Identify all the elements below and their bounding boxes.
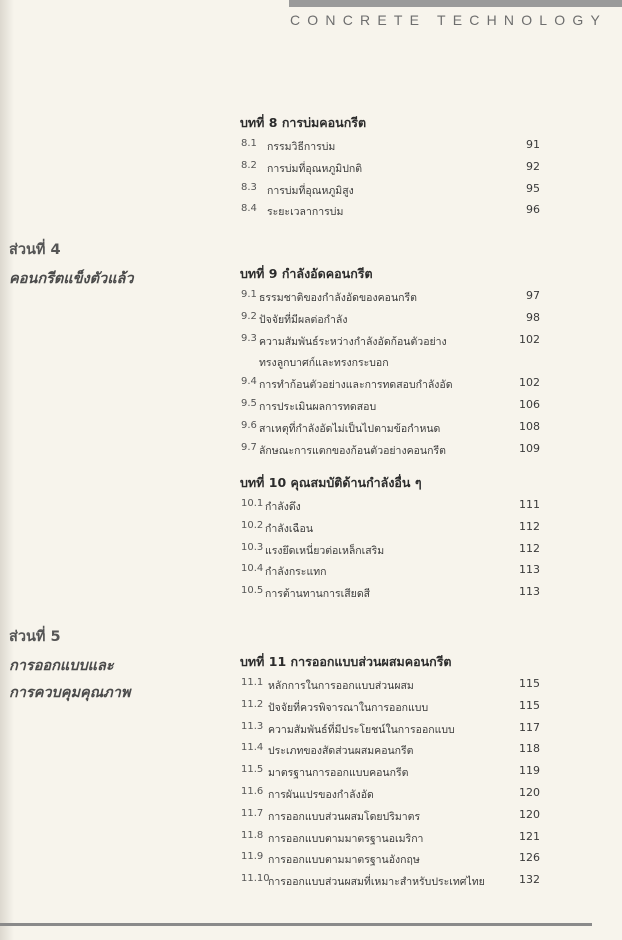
page-number: 118 [519,742,540,756]
section-title: ความสัมพันธ์ระหว่างกำลังอัดก้อนตัวอย่าง [259,335,447,348]
part-5-heading [9,625,130,708]
chapter-title: บทที่ 11 การออกแบบส่วนผสมคอนกรีต [240,654,452,669]
section-title: หลักการในการออกแบบส่วนผสม [268,680,414,692]
section-title: กำลังเฉือน [265,522,314,535]
toc-entry[interactable] [240,808,540,830]
toc-entry[interactable] [240,830,540,852]
toc-entry[interactable] [240,498,540,520]
section-number: 11.4 [241,742,264,754]
section-title: การออกแบบส่วนผสมที่เหมาะสำหรับประเทศไทย [268,876,485,889]
page-number: 111 [519,498,540,511]
toc-entry[interactable] [240,742,540,764]
part-title: การควบคุมคุณภาพ [9,685,131,701]
section-title: ความสัมพันธ์ที่มีประโยชน์ในการออกแบบ [268,723,455,736]
toc-entry[interactable] [240,585,540,607]
toc-entry[interactable] [240,182,540,204]
section-title: ธรรมชาติของกำลังอัดของคอนกรีต [259,292,417,304]
section-title: การบ่มที่อุณหภูมิสูง [267,184,354,197]
section-number: 11.7 [241,807,264,819]
toc-entry[interactable] [240,764,540,786]
footer-rule [0,923,592,926]
section-number: 8.1 [241,138,257,149]
toc-entry[interactable] [240,420,540,442]
section-number: 8.4 [241,203,257,215]
part-title: คอนกรีตแข็งตัวแล้ว [9,271,134,287]
section-number: 9.6 [241,419,257,431]
section-number: 8.2 [241,159,257,171]
page-number: 91 [526,138,540,151]
section-title: กำลังดึง [265,501,301,513]
section-title: แรงยึดเหนี่ยวต่อเหล็กเสริม [265,544,385,557]
section-number: 9.3 [241,332,257,344]
section-title: ประเภทของสัดส่วนผสมคอนกรีต [268,745,414,758]
toc-entry[interactable] [240,542,540,564]
toc-entry[interactable] [240,563,540,585]
chapter-9 [240,265,540,464]
section-title: ลักษณะการแตกของก้อนตัวอย่างคอนกรีต [259,444,446,457]
section-title: สาเหตุที่กำลังอัดไม่เป็นไปตามข้อกำหนด [259,422,441,435]
toc-entry[interactable] [240,160,540,182]
page-number: 97 [526,289,540,302]
page-number: 109 [519,441,540,455]
page-number: 115 [519,677,540,690]
section-number: 11.9 [241,851,264,863]
section-title: ปัจจัยที่ควรพิจารณาในการออกแบบ [268,701,429,714]
section-title: การออกแบบตามมาตรฐานอังกฤษ [268,854,420,867]
part-title: การออกแบบและ [9,658,114,674]
page-number: 112 [519,541,540,555]
toc-entry[interactable] [240,376,540,398]
header-band [289,0,622,7]
page-number: 102 [519,376,540,390]
toc-entry[interactable] [240,851,540,873]
chapter-8 [240,114,540,225]
page-number: 120 [519,785,540,799]
section-title: การต้านทานการเสียดสี [265,588,371,601]
section-number: 11.8 [241,829,264,841]
section-title: การบ่มที่อุณหภูมิปกติ [267,162,363,175]
toc-entry[interactable] [240,289,540,311]
page-number: 120 [519,807,540,821]
toc-entry-continuation [240,354,540,376]
chapter-title: บทที่ 9 กำลังอัดคอนกรีต [240,266,373,281]
toc-entry[interactable] [240,721,540,743]
section-number: 10.3 [241,541,264,553]
section-number: 9.2 [241,310,257,322]
page-number: 95 [526,181,540,195]
page-number: 132 [519,873,540,887]
section-number: 9.4 [241,376,257,388]
section-title: การประเมินผลการทดสอบ [259,401,377,414]
section-number: 11.3 [241,720,264,732]
toc-entry[interactable] [240,699,540,721]
page-number: 113 [519,563,540,577]
section-number: 9.5 [241,398,257,410]
part-label: ส่วนที่ 5 [9,629,61,645]
section-number: 11.2 [241,698,264,710]
part-4-heading [9,238,134,294]
section-title: กรรมวิธีการบ่ม [267,141,336,153]
section-number: 10.1 [241,498,264,509]
section-title: การออกแบบส่วนผสมโดยปริมาตร [268,810,421,823]
section-number: 11.5 [241,764,264,776]
section-number: 9.1 [241,289,257,300]
toc-entry[interactable] [240,203,540,225]
toc-entry[interactable] [240,786,540,808]
part-label: ส่วนที่ 4 [9,242,61,258]
toc-entry[interactable] [240,442,540,464]
page-number: 102 [519,332,540,346]
toc-entry[interactable] [240,677,540,699]
section-title: กำลังกระแทก [265,566,327,579]
section-title: ปัจจัยที่มีผลต่อกำลัง [259,313,348,326]
page-number: 121 [519,829,540,843]
page-number: 96 [526,203,540,217]
section-title: ระยะเวลาการบ่ม [267,206,344,219]
page-number: 112 [519,519,540,533]
page-number: 113 [519,585,540,599]
page-number: 115 [519,698,540,712]
section-title: มาตรฐานการออกแบบคอนกรีต [268,767,409,780]
section-title: การออกแบบตามมาตรฐานอเมริกา [268,832,424,845]
page-number: 106 [519,398,540,412]
chapter-title: บทที่ 8 การบ่มคอนกรีต [240,115,367,130]
section-title: การผันแปรของกำลังอัด [268,788,374,801]
page-number: 108 [519,419,540,433]
page-number: 98 [526,310,540,324]
section-number: 11.1 [241,677,264,688]
section-number: 10.2 [241,519,264,531]
toc-entry[interactable] [240,398,540,420]
toc-entry[interactable] [240,311,540,333]
section-number: 9.7 [241,441,257,453]
chapter-10 [240,474,540,607]
chapter-title: บทที่ 10 คุณสมบัติด้านกำลังอื่น ๆ [240,475,422,490]
section-number: 11.10 [241,873,270,885]
page-number: 119 [519,764,540,778]
page-number: 126 [519,851,540,865]
toc-entry[interactable] [240,873,540,895]
chapter-11 [240,653,540,895]
toc-entry[interactable] [240,138,540,160]
section-number: 11.6 [241,785,264,797]
section-title: การทำก้อนตัวอย่างและการทดสอบกำลังอัด [259,379,453,392]
toc-entry[interactable] [240,520,540,542]
page-number: 117 [519,720,540,734]
section-number: 10.4 [241,563,264,575]
running-header: CONCRETE TECHNOLOGY [290,12,608,28]
section-number: 10.5 [241,585,264,597]
toc-entry[interactable] [240,333,540,355]
page-gutter-shadow [0,0,14,940]
page-number: 92 [526,159,540,173]
section-title-continued: ทรงลูกบาศก์และทรงกระบอก [259,357,389,370]
section-number: 8.3 [241,181,257,193]
